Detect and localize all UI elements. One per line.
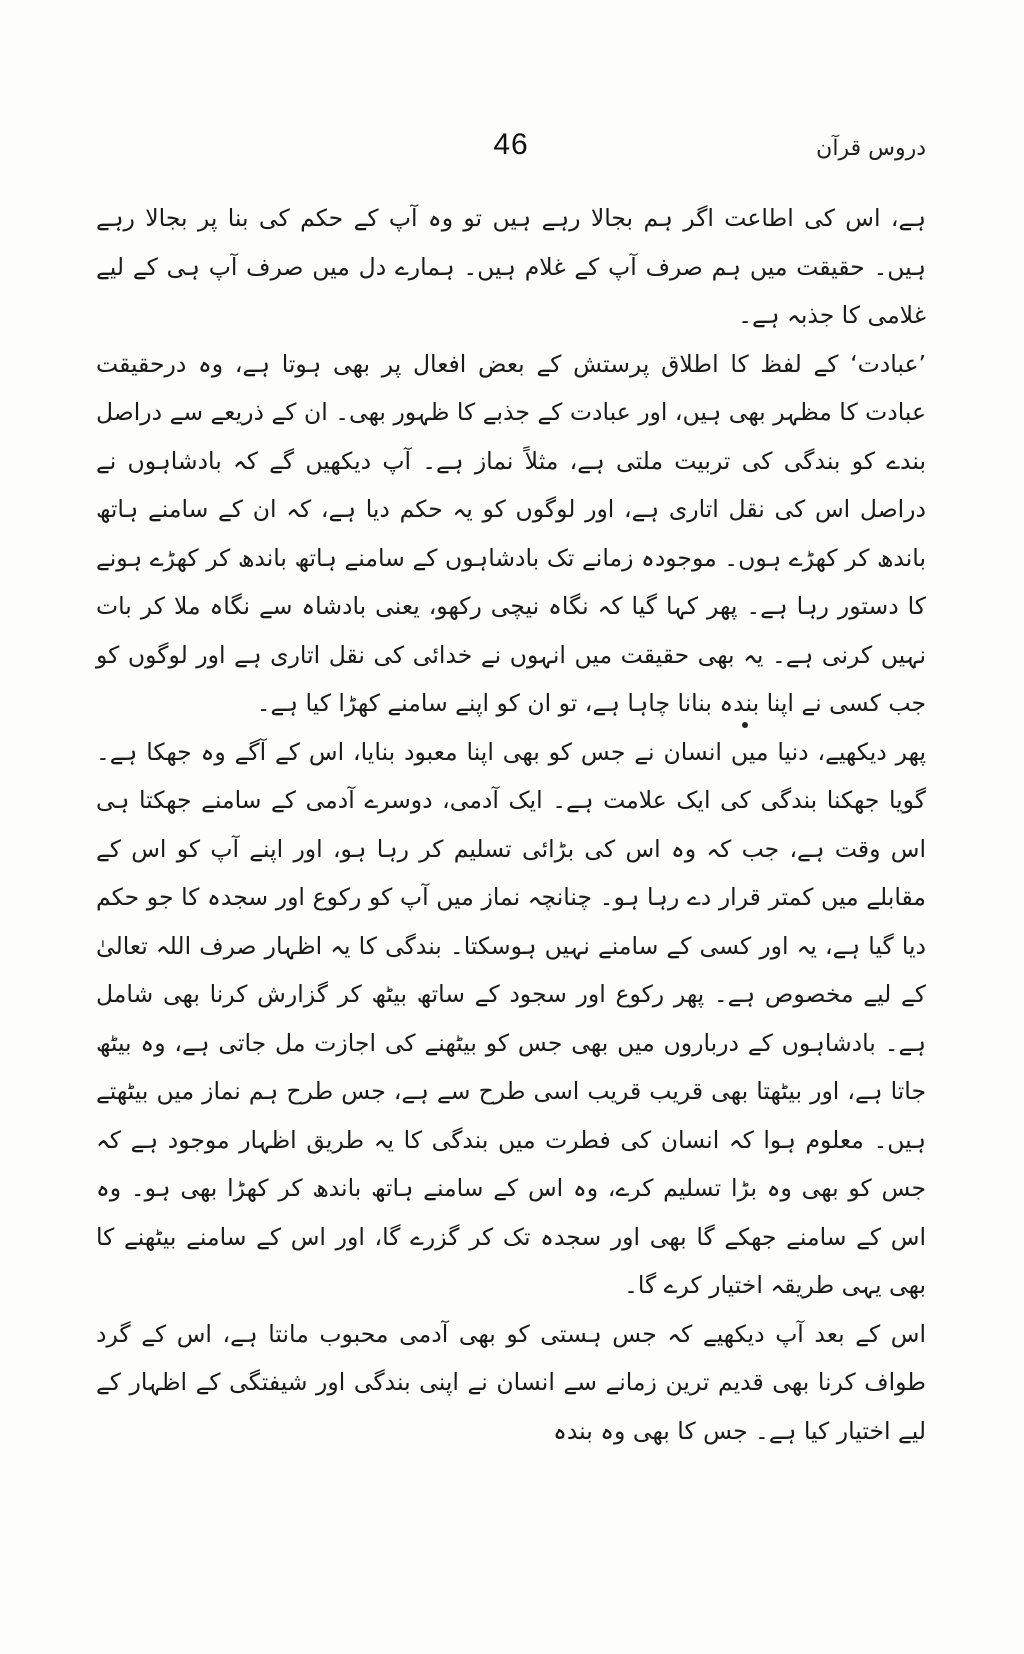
paragraph-2: ’عبادت‘ کے لفظ کا اطلاق پرستش کے بعض افعال پر بھی ہوتا ہے، وہ درحقیقت عبادت کا مظہر بھی ہیں، اور عبادت کے جذبے کا ظہور بھی۔ ان کے ذریعے سے دراصل بندے کو بندگی کی تربیت ملتی ہے، مثلاً نماز ہے۔ آپ دیکھیں گے کہ بادشاہوں نے دراصل اس کی نقل اتاری ہے، اور لوگوں کو یہ حکم دیا ہے، کہ ان کے سامنے ہاتھ باندھ کر کھڑے ہوں۔ موجودہ زمانے تک بادشاہوں کے سامنے ہاتھ باندھ کر کھڑے ہونے کا دستور رہا ہے۔ پھر کہا گیا کہ نگاہ نیچی رکھو، یعنی بادشاہ سے نگاہ ملا کر بات نہیں کرنی ہے۔ یہ بھی حقیقت میں انہوں نے خدائی کی نقل اتاری ہے اور لوگوں کو جب کسی نے اپنا بندہ بنانا چاہا ہے، تو ان کو اپنے سامنے کھڑا کیا ہے۔ [96,349,926,717]
page-number: 46 [493,128,529,161]
page-header [96,128,926,188]
paragraph-4: اس کے بعد آپ دیکھیے کہ جس ہستی کو بھی آدمی محبوب مانتا ہے، اس کے گرد طواف کرنا بھی قدیم ترین زمانے سے انسان نے اپنی بندگی اور شیفتگی کے اظہار کے لیے اختیار کیا ہے۔ جس کا بھی وہ بندہ [96,1319,926,1445]
stray-ink-dot [742,722,748,728]
paragraph-3: پھر دیکھیے، دنیا میں انسان نے جس کو بھی اپنا معبود بنایا، اس کے آگے وہ جھکا ہے۔ گویا جھکنا بندگی کی ایک علامت ہے۔ ایک آدمی، دوسرے آدمی کے سامنے جھکتا ہی اس وقت ہے، جب کہ وہ اس کی بڑائی تسلیم کر رہا ہو، اور اپنے آپ کو اس کے مقابلے میں کمتر قرار دے رہا ہو۔ چنانچہ نماز میں آپ کو رکوع اور سجدہ کا جو حکم دیا گیا ہے، یہ اور کسی کے سامنے نہیں ہوسکتا۔ بندگی کا یہ اظہار صرف اللہ تعالیٰ کے لیے مخصوص ہے۔ پھر رکوع اور سجود کے ساتھ بیٹھ کر گزارش کرنا بھی شامل ہے۔ بادشاہوں کے درباروں میں بھی جس کو بیٹھنے کی اجازت مل جاتی ہے، وہ بیٹھ جاتا ہے، اور بیٹھتا بھی قریب قریب اسی طرح سے ہے، جس طرح ہم نماز میں بیٹھتے ہیں۔ معلوم ہوا کہ انسان کی فطرت میں بندگی کا یہ طریق اظہار موجود ہے کہ جس کو بھی وہ بڑا تسلیم کرے، وہ اس کے سامنے ہاتھ باندھ کر کھڑا بھی ہو۔ وہ اس کے سامنے جھکے گا بھی اور سجدہ تک کر گزرے گا، اور اس کے سامنے بیٹھنے کا بھی یہی طریقہ اختیار کرے گا۔ [96,737,926,1299]
running-head: دروس قرآن [816,136,926,161]
body-text [96,194,926,1455]
paragraph-1: ہے، اس کی اطاعت اگر ہم بجالا رہے ہیں تو وہ آپ کے حکم کی بنا پر بجالا رہے ہیں۔ حقیقت میں ہم صرف آپ کے غلام ہیں۔ ہمارے دل میں صرف آپ ہی کے لیے غلامی کا جذبہ ہے۔ [96,204,926,329]
